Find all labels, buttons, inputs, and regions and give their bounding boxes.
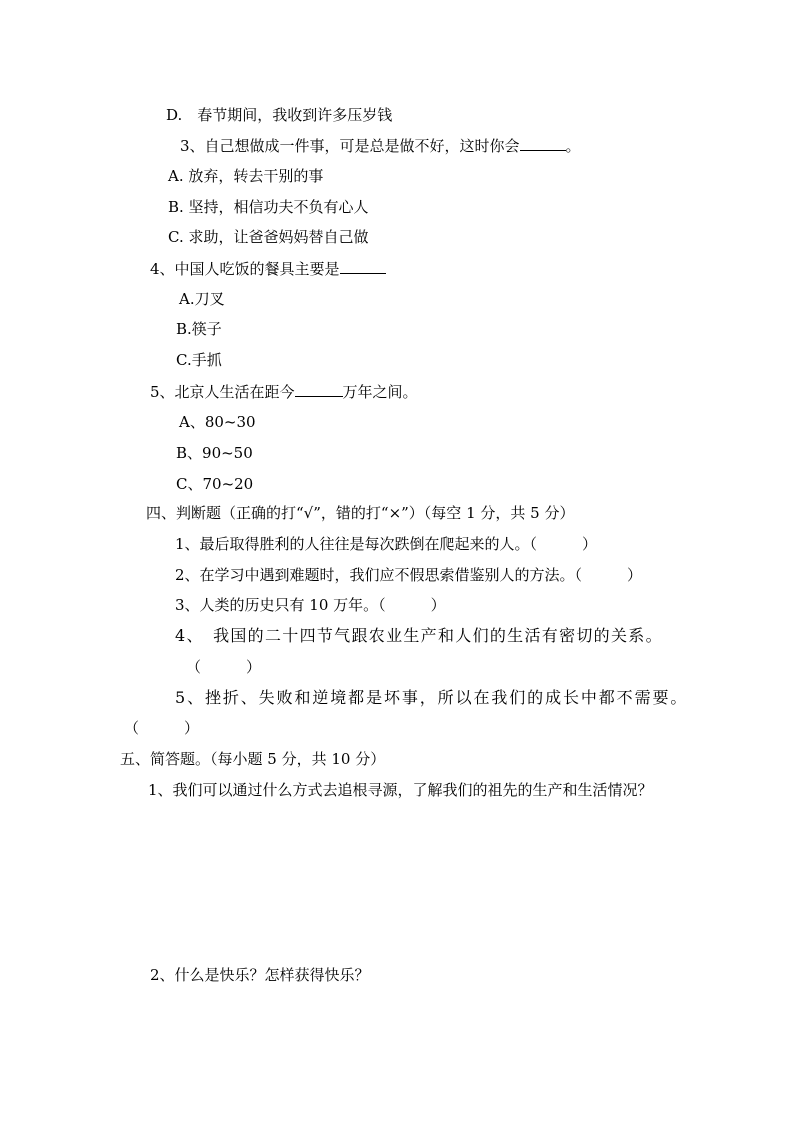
- judgement-item-2: 2、在学习中遇到难题时，我们应不假思索借鉴别人的方法。（ ）: [175, 566, 643, 584]
- judgement-item-5: 5、挫折、失败和逆境都是坏事，所以在我们的成长中都不需要。: [175, 688, 689, 707]
- judgement-item-3: 3、人类的历史只有 10 万年。（ ）: [175, 596, 446, 614]
- judgement-item-4-bracket: （ ）: [186, 658, 262, 676]
- judgement-item-1: 1、最后取得胜利的人往往是每次跌倒在爬起来的人。（ ）: [175, 535, 598, 553]
- question-3-option-c: C. 求助，让爸爸妈妈替自己做: [168, 228, 369, 246]
- answer-blank: [340, 259, 386, 274]
- section-4-heading: 四、判断题（正确的打“√”，错的打“×”）（每空 1 分，共 5 分）: [146, 504, 575, 522]
- previous-question-option-d: D. 春节期间，我收到许多压岁钱: [166, 106, 393, 124]
- question-5-option-c: C、70~20: [176, 475, 254, 493]
- answer-blank: [295, 382, 343, 397]
- question-4-text: 4、中国人吃饭的餐具主要是: [150, 260, 340, 278]
- answer-blank: [520, 136, 566, 151]
- question-4: [150, 259, 386, 279]
- question-3-end: 。: [565, 137, 581, 155]
- question-4-option-b: B.筷子: [176, 320, 222, 338]
- question-5-text: 5、北京人生活在距今: [150, 383, 295, 401]
- question-4-option-c: C.手抓: [176, 351, 222, 369]
- judgement-item-5-bracket: （ ）: [124, 719, 200, 737]
- short-answer-question-1: 1、我们可以通过什么方式去追根寻源，了解我们的祖先的生产和生活情况？: [148, 781, 653, 799]
- judgement-item-4: 4、 我国的二十四节气跟农业生产和人们的生活有密切的关系。: [175, 626, 663, 645]
- question-3-option-a: A. 放弃，转去干别的事: [168, 167, 324, 185]
- question-3-text: 3、自己想做成一件事，可是总是做不好，这时你会: [180, 137, 520, 155]
- short-answer-question-2: 2、什么是快乐？怎样获得快乐？: [150, 966, 370, 984]
- question-3-option-b: B. 坚持，相信功夫不负有心人: [168, 198, 369, 216]
- question-4-option-a: A.刀叉: [179, 290, 225, 308]
- question-5-option-a: A、80~30: [179, 413, 256, 431]
- question-5: [150, 382, 418, 402]
- question-5-end: 万年之间。: [342, 383, 418, 401]
- section-5-heading: 五、简答题。（每小题 5 分，共 10 分）: [120, 750, 386, 768]
- question-5-option-b: B、90~50: [176, 444, 253, 462]
- question-3: [180, 136, 581, 156]
